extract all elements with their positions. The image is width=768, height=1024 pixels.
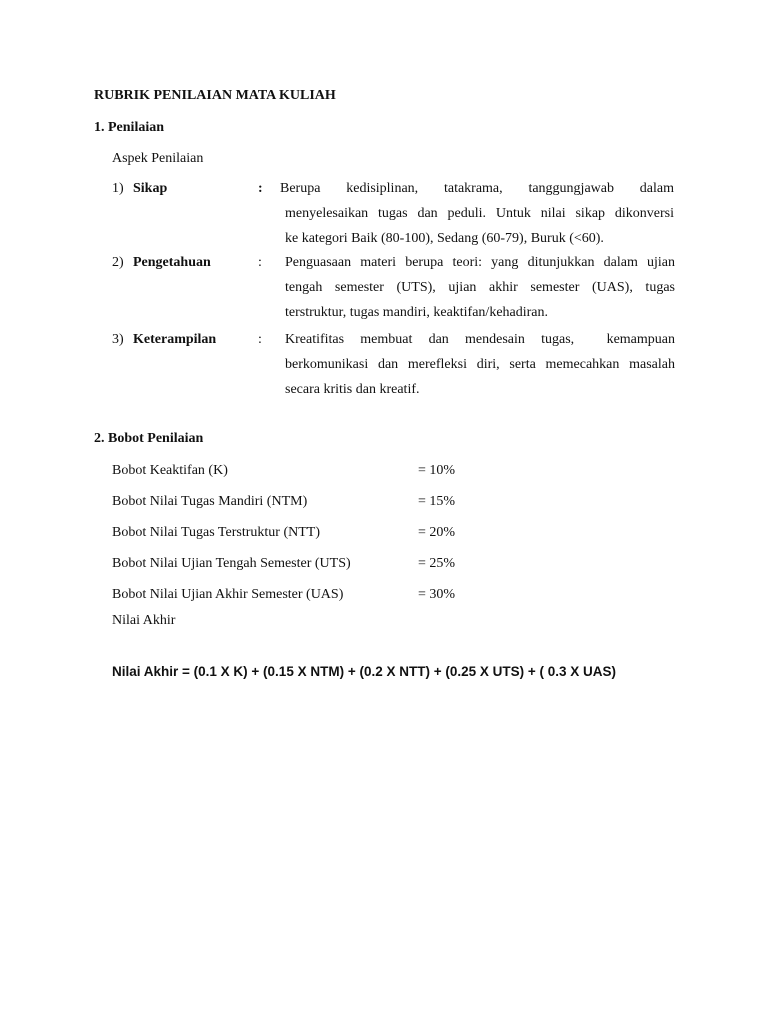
description-line: menyelesaikan tugas dan peduli. Untuk nilai sikap dikonversi	[285, 206, 674, 221]
description-line: tengah semester (UTS), ujian akhir semester (UAS), tugas	[285, 280, 675, 295]
description-line: secara kritis dan kreatif.	[285, 382, 420, 397]
description-line: berkomunikasi dan merefleksi diri, serta memecahkan masalah	[285, 357, 675, 372]
weight-value: = 25%	[418, 556, 456, 571]
item-description-pengetahuan	[285, 250, 675, 325]
description-line: Kreatifitas membuat dan mendesain tugas, kemampuan	[285, 332, 675, 347]
item-description-sikap	[280, 176, 674, 251]
item-name-sikap: Sikap	[133, 181, 168, 196]
weight-label: Bobot Nilai Tugas Terstruktur (NTT)	[112, 525, 320, 540]
weight-label: Bobot Nilai Tugas Mandiri (NTM)	[112, 494, 308, 509]
item-number: 3)	[112, 332, 124, 347]
section-heading-penilaian: 1. Penilaian	[94, 120, 165, 135]
document-title: RUBRIK PENILAIAN MATA KULIAH	[94, 88, 336, 103]
item-number: 1)	[112, 181, 124, 196]
description-line: ke kategori Baik (80-100), Sedang (60-79), Buruk (<60).	[285, 231, 604, 246]
weight-value: = 30%	[418, 587, 456, 602]
item-number: 2)	[112, 255, 124, 270]
item-name-keterampilan: Keterampilan	[133, 332, 217, 347]
item-colon: :	[258, 181, 263, 196]
section-heading-bobot-penilaian: 2. Bobot Penilaian	[94, 431, 204, 446]
item-description-keterampilan	[285, 327, 675, 402]
final-score-label: Nilai Akhir	[112, 613, 176, 628]
description-line: Berupa kedisiplinan, tatakrama, tanggungjawab dalam	[280, 181, 674, 196]
weight-value: = 10%	[418, 463, 456, 478]
item-colon: :	[258, 255, 262, 270]
subheading-aspek-penilaian: Aspek Penilaian	[112, 151, 204, 166]
weight-label: Bobot Nilai Ujian Tengah Semester (UTS)	[112, 556, 351, 571]
description-line: Penguasaan materi berupa teori: yang ditunjukkan dalam ujian	[285, 255, 675, 270]
weight-value: = 15%	[418, 494, 456, 509]
weight-value: = 20%	[418, 525, 456, 540]
weight-label: Bobot Nilai Ujian Akhir Semester (UAS)	[112, 587, 344, 602]
description-line: terstruktur, tugas mandiri, keaktifan/kehadiran.	[285, 305, 549, 320]
final-score-formula: Nilai Akhir = (0.1 X K) + (0.15 X NTM) + (0.2 X NTT) + (0.25 X UTS) + ( 0.3 X UAS)	[112, 664, 617, 679]
item-colon: :	[258, 332, 262, 347]
item-name-pengetahuan: Pengetahuan	[133, 255, 211, 270]
weight-label: Bobot Keaktifan (K)	[112, 463, 228, 478]
